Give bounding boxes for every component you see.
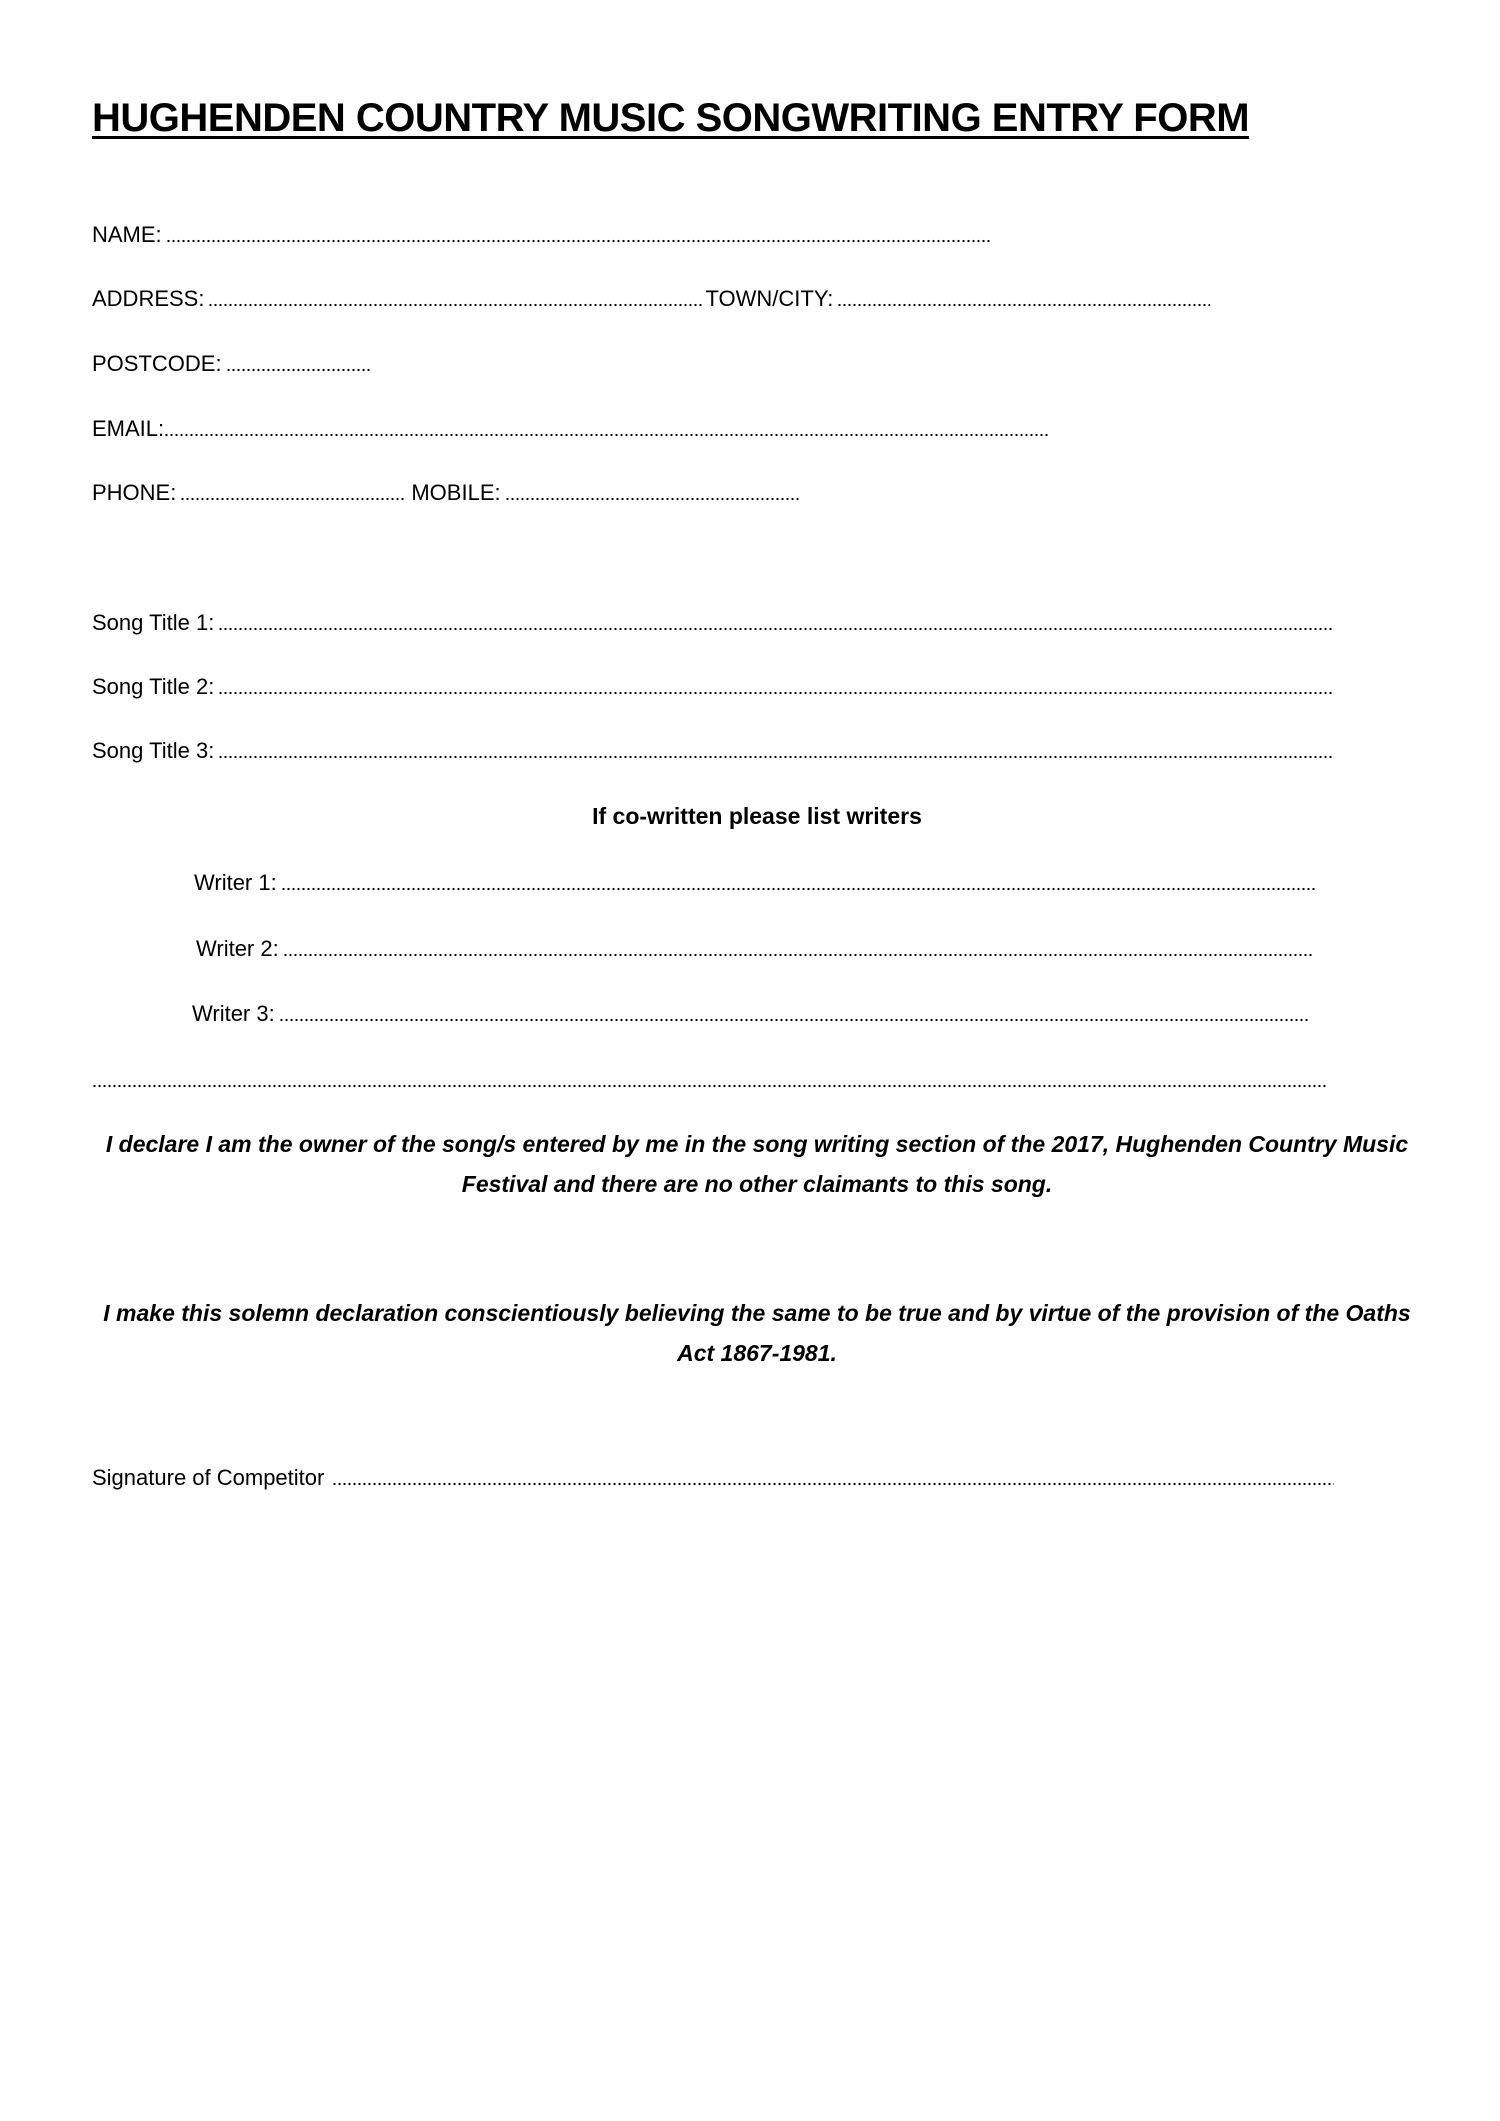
phone-label: PHONE: — [92, 480, 177, 505]
name-label: NAME: — [92, 222, 162, 247]
extra-writer-line[interactable] — [92, 1063, 1328, 1093]
writer-3-input-line[interactable] — [279, 1018, 1308, 1022]
name-field[interactable] — [92, 218, 992, 248]
song-title-1-field[interactable] — [92, 606, 1336, 636]
signature-input-line[interactable] — [332, 1482, 1334, 1486]
song-title-3-field[interactable] — [92, 734, 1336, 764]
song-title-3-label: Song Title 3: — [92, 738, 215, 763]
address-input-line[interactable] — [208, 303, 703, 307]
writer-1-label: Writer 1: — [194, 870, 277, 895]
email-field[interactable] — [92, 412, 1050, 442]
ownership-declaration: I declare I am the owner of the song/s entered by me in the song writing section of the 2017, Hughenden Country Music Festival and there are no other claimants to this song. — [105, 1131, 1409, 1197]
postcode-input-line[interactable] — [226, 368, 370, 372]
writer-1-field[interactable] — [194, 866, 1318, 896]
town-city-input-line[interactable] — [837, 303, 1210, 307]
cowritten-heading: If co-written please list writers — [592, 803, 922, 829]
writer-3-label: Writer 3: — [192, 1001, 275, 1026]
postcode-field[interactable] — [92, 347, 372, 377]
writer-2-label: Writer 2: — [196, 936, 279, 961]
mobile-input-line[interactable] — [505, 497, 800, 501]
signature-label: Signature of Competitor — [92, 1465, 325, 1490]
address-row — [92, 282, 1212, 312]
writer-2-input-line[interactable] — [283, 953, 1312, 957]
song-title-1-label: Song Title 1: — [92, 610, 215, 635]
song-title-2-input-line[interactable] — [218, 691, 1334, 695]
song-title-3-input-line[interactable] — [218, 755, 1334, 759]
writer-1-input-line[interactable] — [281, 887, 1316, 891]
email-label: EMAIL: — [92, 416, 165, 441]
solemn-declaration: I make this solemn declaration conscientiously believing the same to be true and by virtue of the provision of the Oaths Act 1867-1981. — [103, 1300, 1411, 1366]
postcode-label: POSTCODE: — [92, 351, 222, 376]
song-title-2-label: Song Title 2: — [92, 674, 215, 699]
email-input-line[interactable] — [164, 433, 1048, 437]
form-title: HUGHENDEN COUNTRY MUSIC SONGWRITING ENTRY FORM — [92, 96, 1250, 140]
name-input-line[interactable] — [166, 239, 990, 243]
phone-input-line[interactable] — [180, 497, 405, 501]
writer-2-field[interactable] — [196, 932, 1314, 962]
phone-row — [92, 476, 802, 506]
signature-field[interactable] — [92, 1461, 1336, 1491]
song-title-2-field[interactable] — [92, 670, 1336, 700]
writer-3-field[interactable] — [192, 997, 1310, 1027]
song-title-1-input-line[interactable] — [218, 627, 1334, 631]
mobile-label: MOBILE: — [411, 480, 501, 505]
address-label: ADDRESS: — [92, 286, 205, 311]
town-city-label: TOWN/CITY: — [705, 286, 834, 311]
extra-input-line[interactable] — [92, 1084, 1326, 1088]
